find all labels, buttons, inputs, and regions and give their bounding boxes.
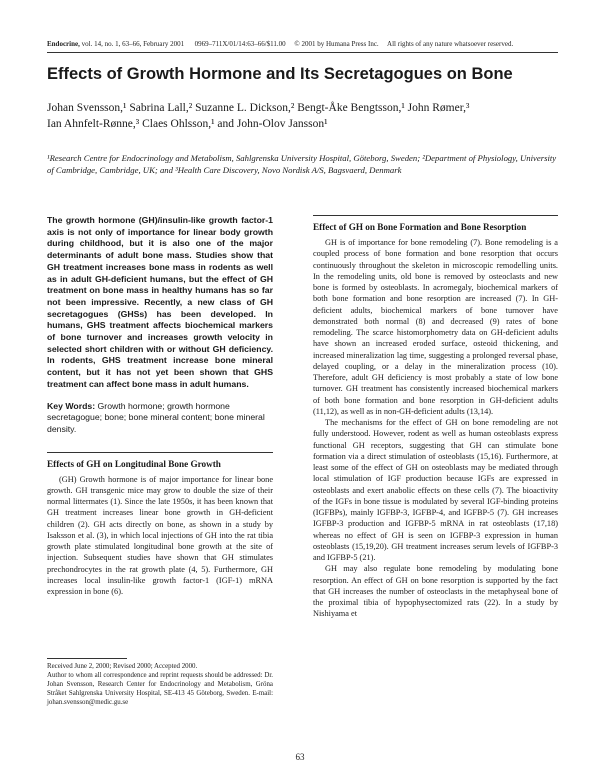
article-title: Effects of Growth Hormone and Its Secretagogues on Bone <box>47 65 513 83</box>
received-dates: Received June 2, 2000; Revised 2000; Accepted 2000. <box>47 663 198 670</box>
citation: vol. 14, no. 1, 63–66, February 2001 <box>81 40 185 48</box>
section-paragraph: GH is of importance for bone remodeling (7). Bone remodeling is a coupled process of bone formation and bone resorption that occurs continuously throughout the skeleton in microscopic remodelling units. In the remodeling units, old bone is removed by osteoclasts and new bone is formed by osteoblasts. In acromegaly, biochemical markers of both bone formation and bone resorption are increased (7). In GH-deficient adults, biochemical markers of bone turnover have demonstrated both normal (8) and decreased (9) rates of bone remodeling. The scarce histomorphometry data on GH-deficient adults have shown an increased eroded surface, osteoid thickening, and increased mineralization lag time, suggesting a prolonged reversal phase, delayed coupling, or a delay in the mineralization process (10). Therefore, adult GH deficiency is most probably a state of low bone turnover. GH treatment has consistently increased biochemical markers of both bone formation and bone resorption in GH-deficient adults (11,12), as well as in non-GH-deficient adults (13,14). <box>313 238 558 416</box>
journal-name: Endocrine, <box>47 40 80 48</box>
keywords-text: Growth hormone; growth hormone secretagogue; bone; bone mineral content; bone mineral density. <box>47 400 265 434</box>
correspondence-address: Author to whom all correspondence and reprint requests should be addressed: Dr. Johan Svensson, Research Center for Endocrinology and Metabolism, Gröna Stråket Sahlgrenska University Hospital, SE-413 45 Göteborg, Sweden. E-mail: johan.svensson@medic.gu.se <box>47 672 273 707</box>
copyright: © 2001 by Humana Press Inc. <box>294 40 379 48</box>
author-line-2: Ian Ahnfelt-Rønne,³ Claes Ohlsson,¹ and John-Olov Jansson¹ <box>47 118 328 130</box>
page-number: 63 <box>295 752 305 762</box>
running-head <box>47 40 557 48</box>
section-heading-longitudinal-growth: Effects of GH on Longitudinal Bone Growth <box>47 458 221 469</box>
section-paragraph: The mechanisms for the effect of GH on bone remodeling are not fully understood. However, rodent as well as human osteoblasts express functional GH receptors, suggesting that GH can stimulate bone formation via a direct stimulation of osteoblasts (15,16). Furthermore, at least some of the effect of GH on osteoblasts may be mediated through local stimulation of IGF production because IGFs are expressed in osteoblasts and exert anabolic effects on these cells (7). The bioactivity of the IGFs in bone tissue is modulated by several IGF-binding proteins (IGFBPs), mainly IGFBP-3, IGFBP-4, and IGFBP-5 (7). GH increases IGFBP-3 production and IGFBP-5 mRNA in rat osteoblasts (17,18) whereas no effect of GH is seen on IGFBP-3 expression in human osteoblasts (15,19,20). GH treatment increases serum levels of IGFBP-3 and IGFBP-5 (21). <box>313 418 558 562</box>
author-list <box>47 100 562 132</box>
affiliations: ¹Research Centre for Endocrinology and Metabolism, Sahlgrenska University Hospital, Göteborg, Sweden; ²Department of Physiology, University of Cambridge, Cambridge, UK; and ³Health Care Discovery, Novo Nordisk A/S, Bagsvaerd, Denmark <box>47 153 557 175</box>
keywords <box>47 401 273 436</box>
issn-codes: 0969–711X/01/14:63–66/$11.00 <box>194 40 286 48</box>
footnote-rule <box>47 658 127 659</box>
section-rule-left <box>47 452 273 453</box>
footnote <box>47 662 273 707</box>
section-paragraph: (GH) Growth hormone is of major importance for linear bone growth. GH transgenic mice may grow to double the size of their normal littermates (1). Since the late 1950s, it has been known that GH treatment increases linear bone growth in GH-deficient children (2). GH acts directly on bone, as shown in a study by Isaksson et al. (3), in which local injections of GH into the rat tibia growth plate stimulated longitudinal bone growth at the site of injection. Subsequent studies have shown that GH stimulates prechondrocytes in the rat growth plate (4, 5). Furthermore, GH increases local insulin-like growth factor-1 (IGF-1) mRNA expression in bone (6). <box>47 474 273 597</box>
author-line-1: Johan Svensson,¹ Sabrina Lall,² Suzanne L. Dickson,² Bengt-Åke Bengtsson,¹ John Rømer,³ <box>47 102 470 114</box>
abstract: The growth hormone (GH)/insulin-like growth factor-1 axis is not only of importance for linear body growth during childhood, but it is also one of the major determinants of adult bone mass. Studies show that GH treatment increases bone mass in rodents as well as in adult GH-deficient humans, but the effect of GH treatment on bone mass in healthy humans has so far not been impressive. Recently, a new class of GH secretagogues (GHSs) has been developed. In humans, GHS treatment affects biochemical markers of bone turnover and increases growth velocity in selected short children with or without GH deficiency. In rodents, GHS treatment increase bone mineral content, but it has not yet been shown that GHS treatment can affect bone mass in adult humans. <box>47 215 273 389</box>
section-rule-right <box>313 215 558 216</box>
header-rule <box>47 52 558 53</box>
right-column <box>313 215 558 620</box>
left-column <box>47 215 273 597</box>
section-paragraph: GH may also regulate bone remodeling by modulating bone resorption. An effect of GH on bone resorption is supported by the fact that GH increases the number of osteoclasts in the metaphyseal bone of the proximal tibia of hypophysectomized rats (22). In a study by Nishiyama et <box>313 564 558 619</box>
section-heading-bone-formation: Effect of GH on Bone Formation and Bone Resorption <box>313 222 527 232</box>
keywords-label: Key Words: <box>47 400 96 411</box>
rights-notice: All rights of any nature whatsoever reserved. <box>387 40 514 48</box>
